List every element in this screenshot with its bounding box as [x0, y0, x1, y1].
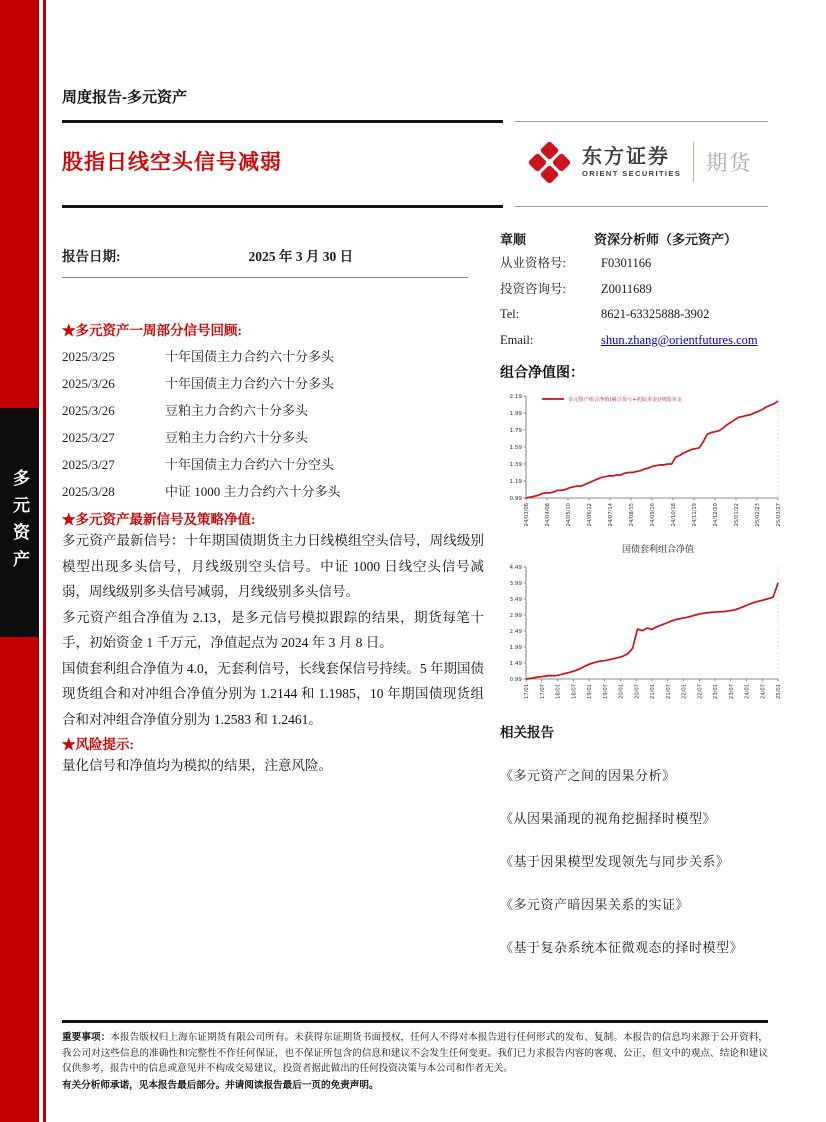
signal-date: 2025/3/25: [62, 349, 115, 364]
related-report-item: 《多元资产暗因果关系的实证》: [500, 897, 690, 912]
svg-text:0.99: 0.99: [509, 495, 522, 502]
signals-review-section: [62, 319, 484, 505]
signal-date: 2025/3/26: [62, 403, 115, 418]
bond-arbitrage-chart-title: 国债套利组合净值: [621, 544, 694, 554]
divider-thick-segment: [62, 205, 503, 208]
signal-text: 十年国债主力合约六十分多头: [165, 376, 335, 391]
divider-thick-segment: [62, 120, 503, 123]
related-report-item: 《基于因果模型发现领先与同步关系》: [500, 854, 730, 869]
logo-name-en: ORIENT SECURITIES: [582, 168, 682, 178]
report-date-row: [62, 245, 468, 278]
svg-text:21/07: 21/07: [665, 684, 672, 699]
latest-signals-paragraph: 多元资产最新信号：十年期国债期货主力日线模组空头信号，周线级别模型出现多头信号，月线级别空头信号。中证 1000 日线空头信号减弱，周线级别多头信号减弱，月线级别多头信号。: [62, 533, 484, 599]
svg-text:23/07: 23/07: [728, 684, 735, 699]
signal-row: [62, 370, 484, 397]
disclaimer: [62, 1030, 768, 1093]
svg-text:2.49: 2.49: [509, 628, 522, 635]
svg-text:1.49: 1.49: [509, 660, 522, 667]
related-report-item: 《多元资产之间的因果分析》: [500, 768, 676, 783]
signal-row: [62, 478, 484, 505]
related-report-item: 《从因果涌现的视角挖掘择时模型》: [500, 811, 717, 826]
svg-text:24/08/15: 24/08/15: [629, 503, 636, 527]
svg-text:24/07/14: 24/07/14: [608, 503, 615, 527]
info-value: Z0011689: [601, 281, 652, 296]
svg-text:24/01: 24/01: [744, 684, 751, 699]
info-label: 投资咨询号:: [500, 281, 566, 296]
logo-division-label: 期货: [706, 152, 753, 175]
info-label: Tel:: [500, 307, 520, 321]
related-reports-list: [500, 765, 796, 956]
svg-text:18/07: 18/07: [571, 684, 578, 699]
analyst-name: 章顺: [500, 232, 527, 247]
disclaimer-body: 本报告版权归上海东证期货有限公司所有。未获得东证期货书面授权，任何人不得对本报告进行任何形式的发布、复制。本报告的信息均来源于公开资料，我公司对这些信息的准确性和完整性不作任何保证，也不保证所包含的信息和建议不会发生任何变更。我们已力求报告内容的客观、公正，但文中的观点、结论和建议仅供参考，报告中的信息或意见并不构成交易建议，投资者据此做出的任何投资决策与本公司和作者无关。: [62, 1032, 769, 1075]
portfolio-nav-paragraph: 多元资产组合净值为 2.13，是多元信号模拟跟踪的结果，期货每笔十手，初始资金 1 千万元，净值起点为 2024 年 3 月 8 日。: [62, 609, 484, 650]
report-date-value: 2025 年 3 月 30 日: [248, 249, 354, 264]
svg-text:24/03/08: 24/03/08: [524, 503, 531, 527]
bond-arbitrage-paragraph: 国债套利组合净值为 4.0，无套利信号，长线套保信号持续。5 年期国债现货组合和对冲组合净值分别为 1.2144 和 1.1985，10 年期国债现货组合和对冲组合净值分别为 1.2583 和 1.2461。: [62, 660, 484, 727]
analyst-info-row: [500, 328, 796, 354]
svg-text:19/01: 19/01: [587, 684, 594, 699]
svg-text:22/07: 22/07: [697, 684, 704, 699]
signal-date: 2025/3/27: [62, 430, 115, 445]
analyst-info-row: [500, 302, 796, 328]
svg-text:3.49: 3.49: [509, 596, 522, 603]
signal-text: 豆粕主力合约六十分多头: [165, 430, 309, 445]
risk-heading: ★风险提示:: [62, 737, 134, 752]
svg-text:1.19: 1.19: [509, 478, 522, 485]
sidebar-category-label: 多元资产: [10, 468, 29, 577]
orient-securities-diamond-icon: [525, 138, 573, 186]
signal-row: [62, 424, 484, 451]
logo-divider: [693, 142, 694, 182]
sidebar-category-block: [0, 408, 39, 637]
analyst-info-row: [500, 251, 796, 277]
analyst-title: 资深分析师（多元资产）: [594, 232, 738, 247]
svg-text:22/01: 22/01: [681, 684, 688, 699]
latest-signals-heading: ★多元资产最新信号及策略净值:: [62, 512, 256, 527]
header-divider-bottom: [62, 205, 768, 208]
signal-row: [62, 343, 484, 370]
svg-text:25/01/22: 25/01/22: [734, 503, 741, 527]
svg-text:21/01: 21/01: [650, 684, 657, 699]
portfolio-nav-chart: [500, 386, 792, 536]
svg-text:24/11/19: 24/11/19: [692, 503, 699, 527]
info-label: Email:: [500, 332, 534, 347]
svg-text:1.79: 1.79: [509, 427, 522, 434]
svg-text:18/01: 18/01: [555, 684, 562, 699]
risk-text: 量化信号和净值均为模拟的结果，注意风险。: [62, 758, 332, 773]
bond-arbitrage-nav-chart: [500, 559, 792, 705]
svg-text:24/04/08: 24/04/08: [545, 503, 552, 527]
svg-text:17/07: 17/07: [539, 684, 546, 699]
svg-text:0.99: 0.99: [509, 676, 522, 683]
main-column: [62, 245, 484, 778]
svg-text:2.99: 2.99: [509, 612, 522, 619]
analyst-info-row: [500, 277, 796, 303]
side-column: [500, 224, 796, 956]
signals-review-heading: ★多元资产一周部分信号回顾:: [62, 323, 242, 338]
svg-text:1.59: 1.59: [509, 444, 522, 451]
svg-text:20/07: 20/07: [634, 684, 641, 699]
info-label: 从业资格号:: [500, 256, 566, 270]
latest-signals-section: [62, 508, 484, 732]
nav-charts-heading: 组合净值图：: [500, 364, 584, 380]
svg-text:1.99: 1.99: [509, 644, 522, 651]
header-divider-top: [62, 120, 768, 123]
divider-thin-segment: [515, 121, 768, 122]
svg-text:24/09/16: 24/09/16: [650, 503, 657, 527]
signal-row: [62, 451, 484, 478]
signal-text: 中证 1000 主力合约六十分多头: [165, 484, 341, 499]
svg-text:3.99: 3.99: [509, 580, 522, 587]
svg-text:1.99: 1.99: [509, 410, 522, 417]
svg-text:25/02/23: 25/02/23: [755, 503, 762, 527]
signal-date: 2025/3/28: [62, 484, 115, 499]
info-value: F0301166: [601, 256, 652, 270]
svg-text:24/07: 24/07: [760, 684, 767, 699]
logo-name-cn: 东方证券: [582, 145, 670, 168]
svg-text:24/06/12: 24/06/12: [587, 503, 594, 527]
logo-wordmark: [582, 147, 681, 178]
brand-sidebar-stripe: [43, 0, 46, 1122]
svg-text:25/01: 25/01: [776, 684, 783, 699]
svg-text:多元资产组合净值(累计盈亏+初始本金)/初始本金: 多元资产组合净值(累计盈亏+初始本金)/初始本金: [568, 397, 682, 403]
svg-text:24/10/18: 24/10/18: [671, 503, 678, 527]
report-category-label: 周度报告-多元资产: [62, 89, 187, 106]
related-report-item: 《基于复杂系统本征微观态的择时模型》: [500, 940, 744, 955]
svg-text:4.49: 4.49: [509, 564, 522, 571]
signal-text: 十年国债主力合约六十分多头: [165, 349, 335, 364]
svg-text:20/01: 20/01: [618, 684, 625, 699]
footer-divider: [62, 1020, 768, 1023]
svg-text:1.39: 1.39: [509, 461, 522, 468]
analyst-header-row: [500, 224, 796, 251]
info-value: 8621-63325888-3902: [601, 307, 710, 321]
svg-text:23/01: 23/01: [713, 684, 720, 699]
analyst-email-link[interactable]: shun.zhang@orientfutures.com: [601, 332, 758, 347]
disclaimer-lead: 重要事项：: [62, 1032, 111, 1043]
related-reports-heading: 相关报告: [500, 725, 554, 740]
svg-text:17/01: 17/01: [524, 684, 531, 699]
report-date-label: 报告日期:: [62, 249, 121, 264]
page-title: 股指日线空头信号减弱: [62, 151, 282, 174]
signal-text: 豆粕主力合约六十分多头: [165, 403, 309, 418]
svg-text:2.19: 2.19: [509, 393, 522, 400]
svg-text:24/05/10: 24/05/10: [566, 503, 573, 527]
svg-text:24/12/20: 24/12/20: [713, 503, 720, 527]
signal-date: 2025/3/26: [62, 376, 115, 391]
svg-text:19/07: 19/07: [602, 684, 609, 699]
signal-row: [62, 397, 484, 424]
signals-review-list: [62, 343, 484, 505]
orient-securities-logo: [525, 138, 752, 186]
divider-thin-segment: [515, 206, 768, 207]
disclaimer-note: 有关分析师承诺，见本报告最后部分。并请阅读报告最后一页的免责声明。: [62, 1079, 379, 1091]
signal-date: 2025/3/27: [62, 457, 115, 472]
svg-text:25/03/27: 25/03/27: [776, 503, 783, 527]
signal-text: 十年国债主力合约六十分空头: [165, 457, 335, 472]
